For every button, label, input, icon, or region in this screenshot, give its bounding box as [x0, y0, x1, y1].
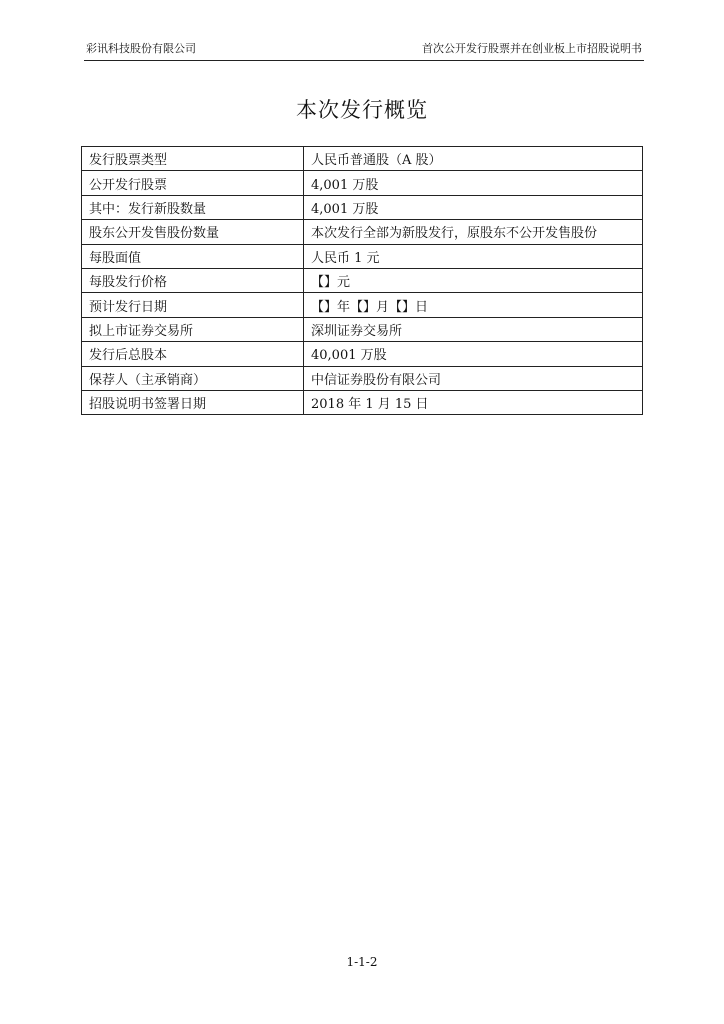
row-value: 4,001 万股: [304, 171, 643, 195]
row-value: 4,001 万股: [304, 195, 643, 219]
table-row: [82, 366, 643, 390]
row-label: 发行后总股本: [82, 342, 304, 366]
table-row: [82, 342, 643, 366]
page-number: 1-1-2: [346, 955, 378, 969]
table-row: [82, 171, 643, 195]
table-row: [82, 244, 643, 268]
row-label: 每股面值: [82, 244, 304, 268]
table-row: [82, 293, 643, 317]
row-value: 中信证券股份有限公司: [304, 366, 643, 390]
row-label: 招股说明书签署日期: [82, 390, 304, 414]
table-row: [82, 390, 643, 414]
row-value: 人民币普通股（A 股）: [304, 147, 643, 171]
page-title: 本次发行概览: [296, 98, 428, 122]
row-label: 公开发行股票: [82, 171, 304, 195]
table-row: [82, 195, 643, 219]
row-value: 深圳证券交易所: [304, 317, 643, 341]
table-row: [82, 317, 643, 341]
row-value: 人民币 1 元: [304, 244, 643, 268]
row-label: 股东公开发售股份数量: [82, 220, 304, 244]
row-label: 拟上市证券交易所: [82, 317, 304, 341]
row-value: 2018 年 1 月 15 日: [304, 390, 643, 414]
running-header: [84, 38, 644, 61]
row-value: 本次发行全部为新股发行，原股东不公开发售股份: [304, 220, 643, 244]
row-label: 预计发行日期: [82, 293, 304, 317]
row-label: 保荐人（主承销商）: [82, 366, 304, 390]
table-row: [82, 147, 643, 171]
header-company-name: 彩讯科技股份有限公司: [86, 42, 196, 55]
header-document-title: 首次公开发行股票并在创业板上市招股说明书: [422, 42, 642, 55]
row-label: 每股发行价格: [82, 268, 304, 292]
row-value: 40,001 万股: [304, 342, 643, 366]
row-value: 【】元: [304, 268, 643, 292]
row-value: 【】年【】月【】日: [304, 293, 643, 317]
row-label: 其中：发行新股数量: [82, 195, 304, 219]
table-row: [82, 220, 643, 244]
offering-overview-table: [81, 146, 643, 415]
row-label: 发行股票类型: [82, 147, 304, 171]
table-row: [82, 268, 643, 292]
